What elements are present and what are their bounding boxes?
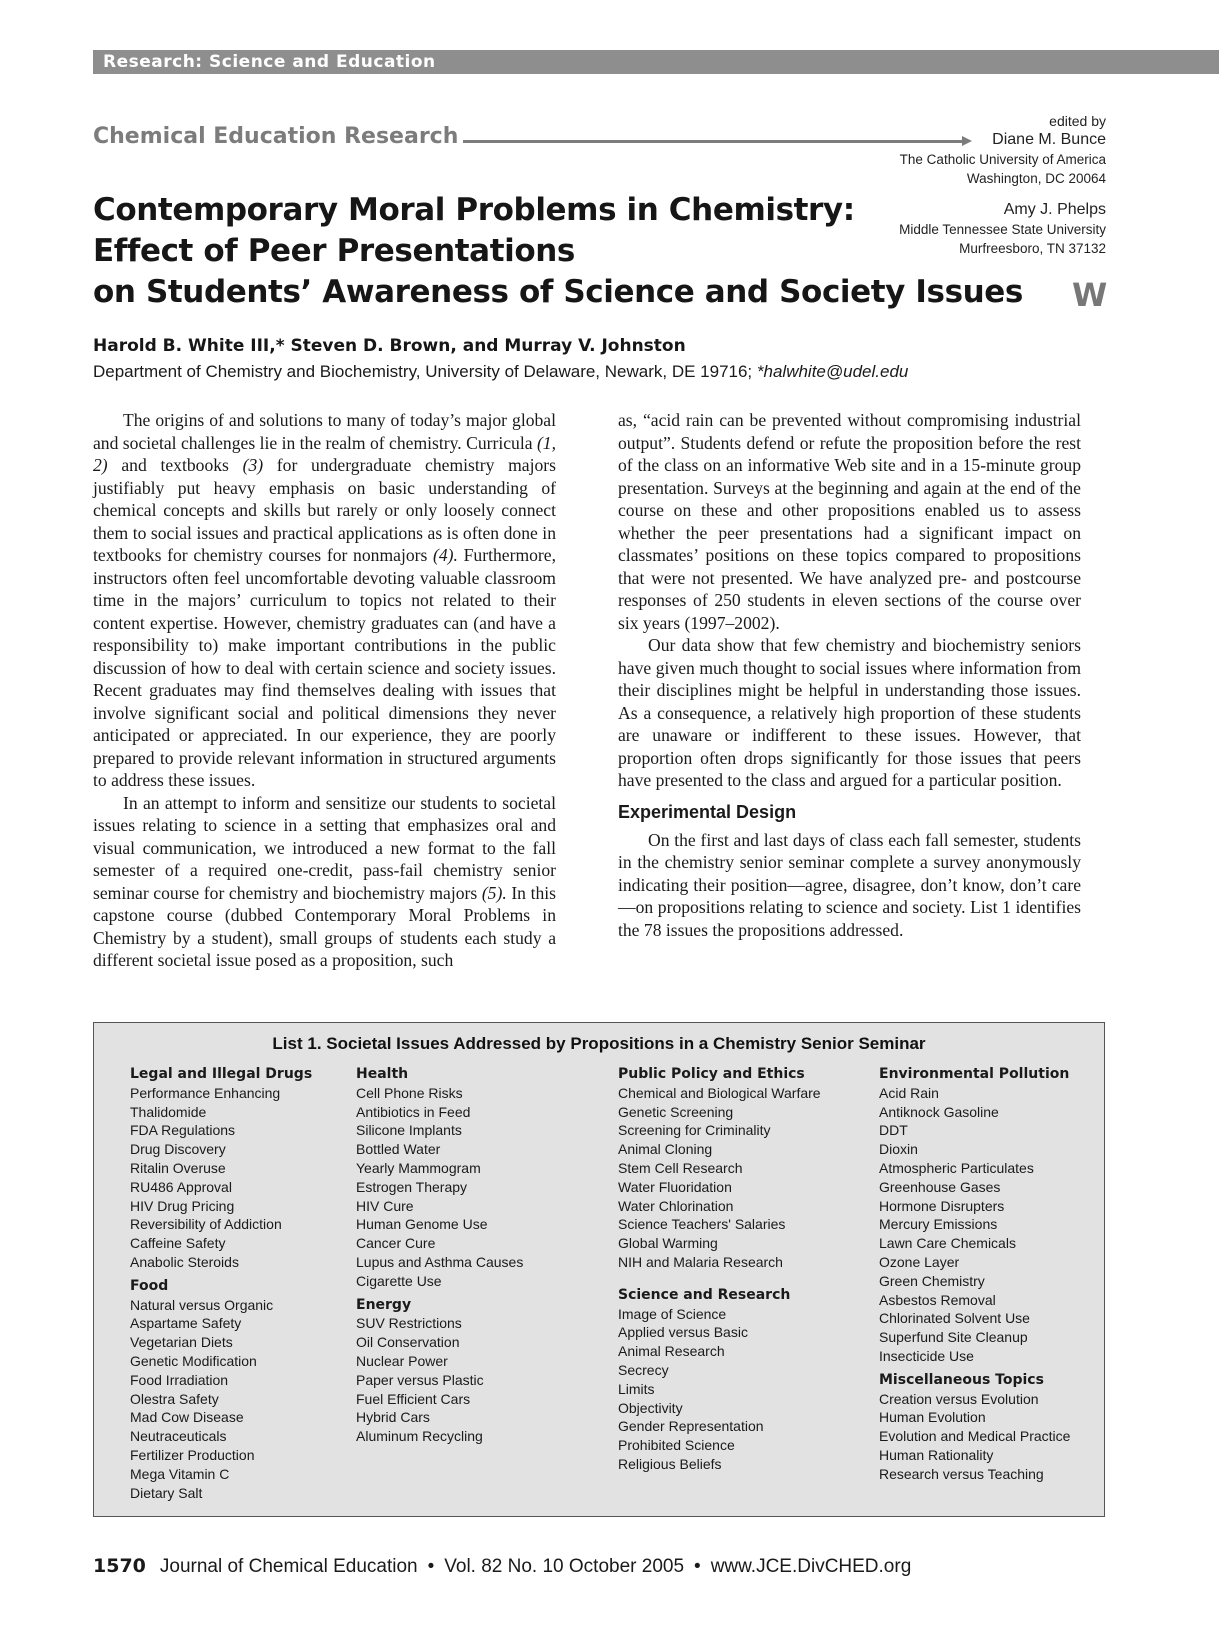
list-category-heading: Science and Research [618, 1286, 791, 1303]
list-item: Creation versus Evolution [879, 1390, 1039, 1407]
list-item: Estrogen Therapy [356, 1178, 468, 1195]
list-item: Cigarette Use [356, 1272, 442, 1289]
list-item: Insecticide Use [879, 1347, 974, 1364]
list-title: List 1. Societal Issues Addressed by Propositions in a Chemistry Senior Seminar [272, 1034, 926, 1053]
editor-name: Diane M. Bunce [992, 131, 1106, 148]
editor-institution: Middle Tennessee State University [899, 222, 1106, 237]
list-item: Secrecy [618, 1361, 669, 1378]
list-category-heading: Miscellaneous Topics [879, 1371, 1044, 1388]
list-item: Oil Conservation [356, 1334, 460, 1351]
list-item: RU486 Approval [130, 1178, 232, 1195]
list-item: Research versus Teaching [879, 1465, 1044, 1482]
editor-institution: The Catholic University of America [899, 152, 1106, 167]
list-item: Animal Research [618, 1343, 725, 1360]
list-item: Greenhouse Gases [879, 1178, 1001, 1195]
web-material-icon: W [1072, 276, 1108, 314]
body-column-right [618, 409, 1081, 941]
page-number: 1570 [93, 1555, 146, 1577]
editor-location: Murfreesboro, TN 37132 [959, 241, 1106, 256]
list-item: Fertilizer Production [130, 1446, 255, 1463]
list-item: Vegetarian Diets [130, 1334, 233, 1351]
list-category-heading: Energy [356, 1296, 412, 1313]
body-column-left [93, 409, 556, 972]
list-category-heading: Public Policy and Ethics [618, 1066, 805, 1082]
list-item: Acid Rain [879, 1084, 939, 1101]
list-item: Lupus and Asthma Causes [356, 1253, 524, 1270]
list-column [356, 1065, 523, 1446]
list-item: Genetic Screening [618, 1103, 734, 1120]
list-item: DDT [879, 1122, 908, 1139]
list-item: Cell Phone Risks [356, 1084, 463, 1101]
list-item: Green Chemistry [879, 1272, 985, 1289]
citation: (5). [481, 882, 507, 903]
list-item: Aluminum Recycling [356, 1428, 483, 1445]
list-item: Olestra Safety [130, 1390, 219, 1407]
body-paragraph: Our data show that few chemistry and biochemistry seniors have given much thought to social issues where information from their disciplines might be helpful in understanding those issues. As a consequence, a relatively high proportion of these students are unaware or indifferent to these issues. However, that proportion often drops significantly for those issues that peers have presented to the class and argued for a particular position. [618, 635, 1081, 790]
list-item: Objectivity [618, 1399, 683, 1416]
body-paragraph: On the first and last days of class each fall semester, students in the chemistry senior seminar complete a survey anonymously indicating their position—agree, disagree, don’t know, don’t care—on propositions relating to science and society. List 1 identifies the 78 issues the propositions addressed. [618, 829, 1081, 940]
list-item: Applied versus Basic [618, 1324, 748, 1341]
list-1-box [93, 1022, 1105, 1517]
list-item: Prohibited Science [618, 1437, 735, 1454]
section-banner: Research: Science and Education [93, 50, 1219, 74]
title-line: Contemporary Moral Problems in Chemistry: [93, 192, 855, 228]
list-item: Ozone Layer [879, 1253, 960, 1270]
list-item: Performance Enhancing [130, 1084, 281, 1101]
list-item: Mega Vitamin C [130, 1465, 230, 1482]
list-item: Global Warming [618, 1235, 718, 1252]
section-label: Chemical Education Research [93, 124, 459, 149]
list-item: Image of Science [618, 1305, 727, 1322]
list-item: Dietary Salt [130, 1484, 203, 1501]
list-item: HIV Cure [356, 1197, 414, 1214]
list-item: Animal Cloning [618, 1141, 713, 1158]
author-email: *halwhite@udel.edu [756, 362, 909, 381]
list-item: Hormone Disrupters [879, 1197, 1005, 1214]
affiliation [93, 362, 908, 382]
editor-location: Washington, DC 20064 [966, 171, 1106, 186]
list-item: Human Rationality [879, 1446, 994, 1463]
page-footer [93, 1555, 911, 1578]
list-item: Drug Discovery [130, 1141, 226, 1158]
title-line: Effect of Peer Presentations [93, 233, 575, 269]
list-item: Yearly Mammogram [356, 1159, 481, 1176]
list-item: Paper versus Plastic [356, 1371, 484, 1388]
authors: Harold B. White III,* Steven D. Brown, and Murray V. Johnston [93, 336, 686, 356]
list-item: Hybrid Cars [356, 1409, 430, 1426]
list-item: Anabolic Steroids [130, 1253, 239, 1270]
list-item: Dioxin [879, 1141, 918, 1158]
footer-bullet: • [427, 1556, 435, 1577]
list-item: Human Evolution [879, 1409, 986, 1426]
list-item: Lawn Care Chemicals [879, 1235, 1016, 1252]
list-item: Genetic Modification [130, 1352, 257, 1369]
list-item: Chlorinated Solvent Use [879, 1310, 1030, 1327]
list-item: Silicone Implants [356, 1122, 462, 1139]
list-item: Ritalin Overuse [130, 1159, 226, 1176]
list-item: Caffeine Safety [130, 1235, 226, 1252]
list-item: Mad Cow Disease [130, 1409, 244, 1426]
citation: (1, 2) [93, 432, 556, 475]
list-item: Gender Representation [618, 1418, 764, 1435]
list-column [130, 1065, 312, 1502]
body-paragraph: The origins of and solutions to many of today’s major global and societal challenges lie in the realm of chemistry. Curricula (1, 2) and textbooks (3) for undergraduate chemistry majors justifiably put heavy emphasis on basic understanding of chemical concepts and skills but rarely or only loosely connect them to social issues and practical applications as is often done in textbooks for chemistry courses for nonmajors (4). Furthermore, instructors often feel uncomfortable devoting valuable classroom time in the majors’ curriculum to topics not related to their content expertise. However, chemistry graduates can (and have a responsibility to) make important contributions in the public discussion of how to deal with certain science and society issues. Recent graduates may find themselves dealing with issues that involve significant social and political dimensions they never anticipated or appreciated. In our experience, they are poorly prepared to provide relevant information in structured arguments to address these issues. [93, 410, 556, 790]
list-item: Food Irradiation [130, 1371, 229, 1388]
list-item: Water Chlorination [618, 1197, 734, 1214]
list-item: Water Fluoridation [618, 1178, 732, 1195]
list-item: Limits [618, 1380, 655, 1397]
list-item: Thalidomide [130, 1103, 207, 1120]
list-item: Chemical and Biological Warfare [618, 1084, 821, 1101]
list-item: Superfund Site Cleanup [879, 1329, 1028, 1346]
list-item: Neutraceuticals [130, 1428, 227, 1445]
list-column [879, 1065, 1070, 1484]
citation: (4). [433, 545, 458, 565]
journal-url[interactable]: www.JCE.DivCHED.org [710, 1556, 912, 1577]
list-category-heading: Legal and Illegal Drugs [130, 1066, 313, 1082]
section-heading: Experimental Design [618, 801, 797, 822]
list-item: Religious Beliefs [618, 1455, 722, 1472]
list-item: Human Genome Use [356, 1216, 488, 1233]
editor-name: Amy J. Phelps [1003, 201, 1106, 218]
list-item: Natural versus Organic [130, 1296, 274, 1313]
list-item: Bottled Water [356, 1141, 441, 1158]
list-category-heading: Health [356, 1066, 409, 1082]
edited-by-label: edited by [1049, 113, 1106, 129]
list-item: Cancer Cure [356, 1235, 436, 1252]
body-paragraph: In an attempt to inform and sensitize our students to societal issues relating to science in a setting that emphasizes oral and visual communication, we introduced a new format to the fall semester of a required one-credit, pass-fail chemistry senior seminar course for chemistry and biochemistry majors (5). In this capstone course (dubbed Contemporary Moral Problems in Chemistry by a student), small groups of students each study a different societal issue posed as a proposition, such [93, 792, 556, 970]
list-item: NIH and Malaria Research [618, 1253, 783, 1270]
list-item: Reversibility of Addiction [130, 1216, 282, 1233]
footer-bullet: • [694, 1556, 701, 1577]
list-item: HIV Drug Pricing [130, 1197, 235, 1214]
body-paragraph: as, “acid rain can be prevented without compromising industrial output”. Students defend or refute the proposition before the rest of the class on an informative Web site and in a 15-minute group presentation. Surveys at the beginning and again at the end of the course on these and other propositions enabled us to assess whether the peer presentations had a significant impact on classmates’ positions on these topics compared to propositions that were not presented. We have analyzed pre- and postcourse responses of 250 students in eleven sections of the course over six years (1997–2002). [618, 410, 1081, 633]
list-item: Stem Cell Research [618, 1159, 743, 1176]
journal-name: Journal of Chemical Education [159, 1556, 418, 1577]
title-line: on Students’ Awareness of Science and Society Issues [93, 274, 1023, 310]
list-category-heading: Food [130, 1277, 169, 1294]
article-title [93, 190, 1073, 313]
list-item: FDA Regulations [130, 1122, 236, 1139]
list-item: SUV Restrictions [356, 1315, 462, 1332]
list-column [618, 1065, 821, 1474]
list-item: Aspartame Safety [130, 1315, 242, 1332]
journal-issue: Vol. 82 No. 10 October 2005 [444, 1556, 685, 1577]
citation: (3) [242, 455, 264, 475]
list-item: Fuel Efficient Cars [356, 1390, 471, 1407]
list-item: Antibiotics in Feed [356, 1103, 471, 1120]
list-item: Screening for Criminality [618, 1122, 771, 1139]
list-item: Antiknock Gasoline [879, 1103, 999, 1120]
list-item: Asbestos Removal [879, 1291, 996, 1308]
list-category-heading: Environmental Pollution [879, 1066, 1070, 1082]
list-item: Evolution and Medical Practice [879, 1428, 1071, 1445]
list-item: Mercury Emissions [879, 1216, 998, 1233]
list-item: Nuclear Power [356, 1352, 448, 1369]
affiliation-text: Department of Chemistry and Biochemistry, University of Delaware, Newark, DE 19716; [93, 362, 757, 381]
list-item: Atmospheric Particulates [879, 1159, 1034, 1176]
list-item: Science Teachers' Salaries [618, 1216, 786, 1233]
